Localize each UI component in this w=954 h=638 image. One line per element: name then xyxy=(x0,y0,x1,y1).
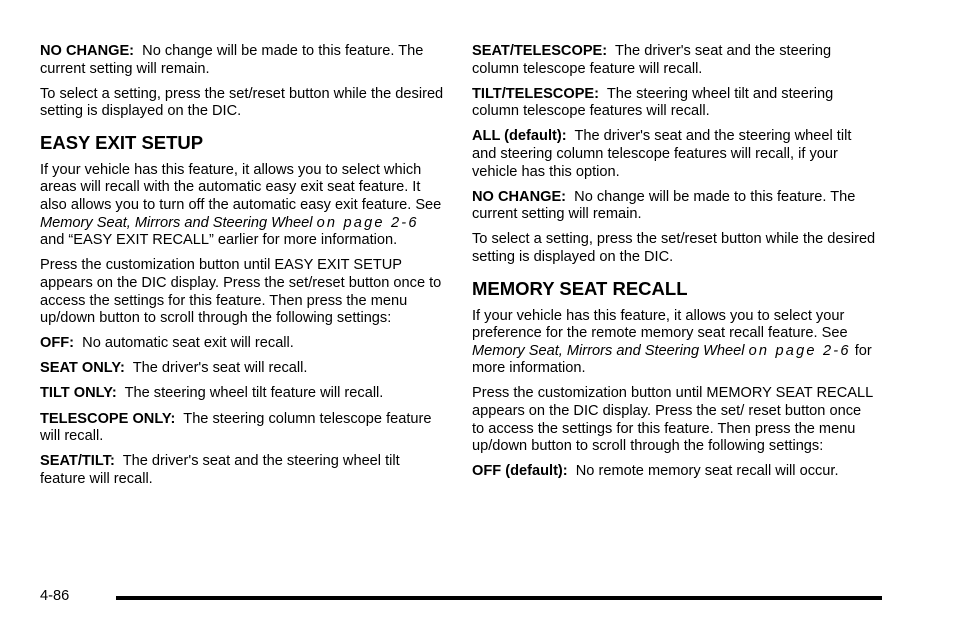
option-no-change xyxy=(40,43,444,78)
option-text: No change will be made to this feature. The current setting will remain. xyxy=(40,43,424,77)
procedure-paragraph: Press the customization button until MEMORY SEAT RECALL appears on the DIC display. Press the set/ reset button once to access the settings for this feature. Then press the menu up/down button to scroll through the following settings: xyxy=(472,385,873,455)
option-label: SEAT/TILT: xyxy=(40,453,115,470)
option-label: TILT/TELESCOPE: xyxy=(472,85,600,102)
option-label: SEAT/TELESCOPE: xyxy=(472,43,608,59)
option-text: No remote memory seat recall will occur. xyxy=(575,463,839,480)
section-heading-easy-exit-setup: EASY EXIT SETUP xyxy=(40,131,204,153)
option-text: The driver's seat and the steering column telescope feature will recall. xyxy=(472,43,832,77)
option-label: NO CHANGE: xyxy=(472,188,567,205)
intro-text-end: for more information. xyxy=(472,342,872,377)
option-seat-telescope xyxy=(472,43,876,78)
left-column xyxy=(40,43,444,496)
instruction-paragraph: To select a setting, press the set/reset button while the desired setting is displayed on the DIC. xyxy=(40,85,444,120)
option-tilt-only xyxy=(40,385,444,403)
footer-rule xyxy=(116,596,882,600)
option-label: ALL (default): xyxy=(472,128,567,145)
intro-text-end: and “EASY EXIT RECALL” earlier for more information. xyxy=(40,232,398,249)
option-text: The driver's seat and the steering wheel tilt and steering column telescope features will recall, if your vehicle has this option. xyxy=(472,128,852,180)
option-telescope-only xyxy=(40,411,444,446)
option-text: The driver's seat will recall. xyxy=(132,360,308,377)
option-off-default xyxy=(472,463,876,481)
instruction-paragraph: To select a setting, press the set/reset button while the desired setting is displayed on the DIC. xyxy=(472,231,876,265)
intro-paragraph xyxy=(472,308,876,378)
page-reference: on page 2-6 xyxy=(748,342,851,359)
option-label: TELESCOPE ONLY: xyxy=(40,410,176,427)
section-heading-memory-seat-recall: MEMORY SEAT RECALL xyxy=(472,277,688,299)
option-text: No automatic seat exit will recall. xyxy=(82,335,294,352)
option-text: The steering wheel tilt and steering column telescope features will recall. xyxy=(472,85,834,120)
option-text: The steering column telescope feature will recall. xyxy=(40,410,432,445)
option-off xyxy=(40,335,444,353)
intro-text: If your vehicle has this feature, it allows you to select which areas will recall with the automatic easy exit seat feature. It also allows you to turn off the automatic easy exit feature. See xyxy=(40,161,442,214)
intro-paragraph xyxy=(40,162,444,250)
procedure-paragraph: Press the customization button until EASY EXIT SETUP appears on the DIC display. Press the set/reset button once to access the settings for this feature. Then press the menu up/down button to scroll through the following settings: xyxy=(40,257,442,327)
option-label: TILT ONLY: xyxy=(40,385,117,402)
option-label: NO CHANGE: xyxy=(40,43,135,59)
option-text: The driver's seat and the steering wheel tilt feature will recall. xyxy=(40,453,400,487)
right-column xyxy=(472,43,876,488)
cross-reference: Memory Seat, Mirrors and Steering Wheel xyxy=(472,342,745,359)
option-text: The steering wheel tilt feature will recall. xyxy=(124,385,384,402)
option-label: OFF: xyxy=(40,335,75,352)
page-reference: on page 2-6 xyxy=(316,214,419,231)
option-seat-tilt xyxy=(40,453,444,488)
option-label: OFF (default): xyxy=(472,463,568,480)
intro-text: If your vehicle has this feature, it allows you to select your preference for the remote memory seat recall feature. See xyxy=(472,307,848,342)
page-number: 4-86 xyxy=(40,588,70,604)
option-all-default xyxy=(472,128,876,181)
cross-reference: Memory Seat, Mirrors and Steering Wheel xyxy=(40,214,313,231)
option-tilt-telescope xyxy=(472,86,876,121)
option-seat-only xyxy=(40,360,444,378)
option-text: No change will be made to this feature. The current setting will remain. xyxy=(472,188,856,223)
option-label: SEAT ONLY: xyxy=(40,360,125,377)
option-no-change xyxy=(472,189,876,224)
